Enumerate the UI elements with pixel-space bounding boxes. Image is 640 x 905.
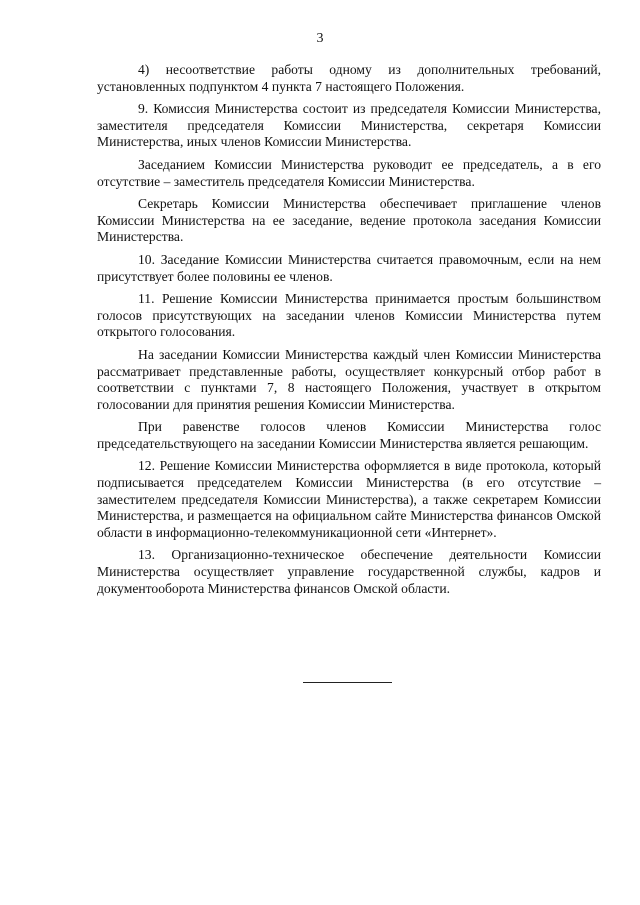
paragraph-clause-10: 10. Заседание Комиссии Министерства считается правомочным, если на нем присутствует более половины ее членов. bbox=[97, 251, 601, 284]
paragraph-item-4: 4) несоответствие работы одному из дополнительных требований, установленных подпунктом 4 пункта 7 настоящего Положения. bbox=[97, 62, 601, 94]
page-number: 3 bbox=[316, 31, 324, 46]
paragraph-tie-vote: При равенстве голосов членов Комиссии Министерства голос председательствующего на заседании Комиссии Министерства является решающим. bbox=[97, 419, 601, 451]
end-divider-line bbox=[303, 682, 392, 683]
paragraph-clause-9: 9. Комиссия Министерства состоит из председателя Комиссии Министерства, заместителя председателя Комиссии Министерства, секретаря Комиссии Министерства, иных членов Комиссии Министерства. bbox=[97, 101, 601, 150]
paragraph-chair: Заседанием Комиссии Министерства руководит ее председатель, а в его отсутствие – заместитель председателя Комиссии Министерства. bbox=[97, 156, 601, 189]
document-body bbox=[97, 62, 601, 603]
paragraph-clause-12: 12. Решение Комиссии Министерства оформляется в виде протокола, который подписывается председателем Комиссии Министерства (в его отсутствие – заместителем председателя Комиссии Министерства), а также секретарем Комиссии Министерства, и размещается на официальном сайте Министерства финансов Омской области в информационно-телекоммуникационной сети «Интернет». bbox=[97, 458, 601, 540]
paragraph-clause-13: 13. Организационно-техническое обеспечение деятельности Комиссии Министерства осуществляет управление государственной службы, кадров и документооборота Министерства финансов Омской области. bbox=[97, 547, 601, 596]
paragraph-member-duties: На заседании Комиссии Министерства каждый член Комиссии Министерства рассматривает представленные работы, осуществляет конкурсный отбор работ в соответствии с пунктами 7, 8 настоящего Положения, участвует в открытом голосовании для принятия решения Комиссии Министерства. bbox=[97, 346, 601, 412]
paragraph-secretary: Секретарь Комиссии Министерства обеспечивает приглашение членов Комиссии Министерства на ее заседание, ведение протокола заседания Комиссии Министерства. bbox=[97, 196, 601, 245]
paragraph-clause-11: 11. Решение Комиссии Министерства принимается простым большинством голосов присутствующих на заседании членов Комиссии Министерства путем открытого голосования. bbox=[97, 291, 601, 340]
